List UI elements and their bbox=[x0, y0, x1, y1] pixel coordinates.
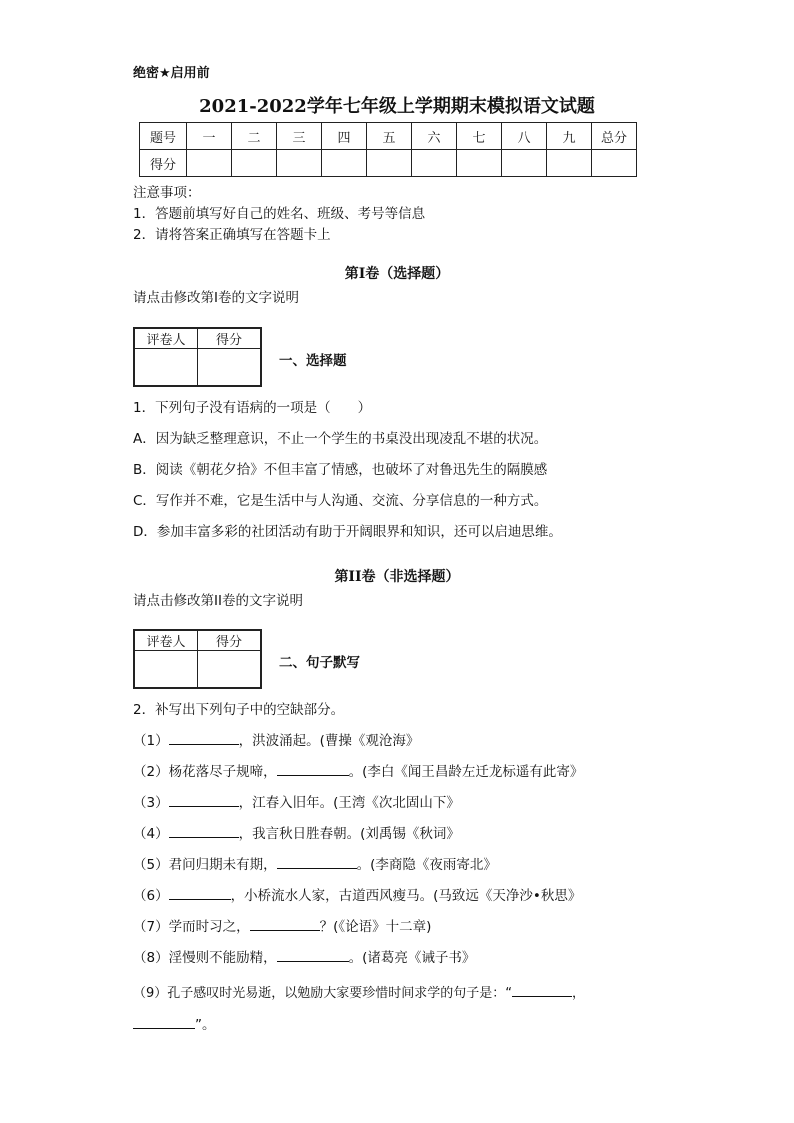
note-item: 2．请将答案正确填写在答题卡上 bbox=[133, 227, 331, 243]
score-cell bbox=[367, 150, 412, 177]
item-text-before: 淫慢则不能励精， bbox=[168, 950, 277, 966]
item-number: （8） bbox=[133, 950, 169, 966]
score-header-cell: 九 bbox=[547, 123, 592, 150]
item-text-after: ，洪波涌起。(曹操《观沧海》 bbox=[238, 733, 420, 749]
item-text-after: ，小桥流水人家，古道西风瘦马。(马致远《天净沙•秋思》 bbox=[230, 888, 582, 904]
grader-table bbox=[133, 629, 262, 689]
item-text-after: ，江春入旧年。(王湾《次北固山下》 bbox=[238, 795, 460, 811]
item-text-after: 。(李商隐《夜雨寄北》 bbox=[356, 857, 497, 873]
item-number: （5） bbox=[133, 857, 169, 873]
section1-title: 一、选择题 bbox=[279, 353, 347, 369]
answer-blank bbox=[169, 823, 239, 838]
q1-stem: 1．下列句子没有语病的一项是（ ） bbox=[133, 400, 372, 416]
item-text-after: ， bbox=[572, 986, 586, 1001]
q2-item bbox=[133, 791, 460, 811]
score-header-cell: 四 bbox=[322, 123, 367, 150]
item-text-before: 杨花落尽子规啼， bbox=[168, 764, 277, 780]
score-header-cell: 五 bbox=[367, 123, 412, 150]
item-number: （6） bbox=[133, 888, 169, 904]
score-row-label: 得分 bbox=[140, 150, 187, 177]
part2-instruction: 请点击修改第II卷的文字说明 bbox=[133, 593, 303, 609]
q1-option: B．阅读《朝花夕拾》不但丰富了情感，也破坏了对鲁迅先生的隔膜感 bbox=[133, 462, 548, 478]
q2-stem: 2．补写出下列句子中的空缺部分。 bbox=[133, 702, 345, 718]
item-text-after: ？(《论语》十二章) bbox=[319, 919, 432, 935]
answer-blank bbox=[169, 730, 239, 745]
item-text-before: 学而时习之， bbox=[168, 919, 250, 935]
part1-title: 第I卷（选择题） bbox=[344, 266, 450, 282]
score-header-cell: 一 bbox=[187, 123, 232, 150]
score-header-cell: 六 bbox=[412, 123, 457, 150]
score-cell bbox=[187, 150, 232, 177]
answer-blank bbox=[512, 982, 572, 997]
exam-title: 2021-2022学年七年级上学期期末模拟语文试题 bbox=[199, 96, 595, 117]
grader-reviewer-label: 评卷人 bbox=[134, 328, 198, 349]
score-cell bbox=[547, 150, 592, 177]
score-table-score-row bbox=[140, 150, 637, 177]
item-text-after: ，我言秋日胜春朝。(刘禹锡《秋词》 bbox=[238, 826, 460, 842]
grader-header-row bbox=[134, 630, 261, 651]
item-number: （1） bbox=[133, 733, 169, 749]
score-header-cell: 八 bbox=[502, 123, 547, 150]
item-number: （9） bbox=[133, 986, 168, 1001]
item-text-before: 孔子感叹时光易逝，以勉励大家要珍惜时间求学的句子是：“ bbox=[167, 986, 513, 1001]
q1-option: C．写作并不难，它是生活中与人沟通、交流、分享信息的一种方式。 bbox=[133, 493, 548, 509]
part1-instruction: 请点击修改第I卷的文字说明 bbox=[133, 290, 299, 306]
note-item: 1．答题前填写好自己的姓名、班级、考号等信息 bbox=[133, 206, 426, 222]
score-cell bbox=[412, 150, 457, 177]
q2-item bbox=[133, 729, 419, 749]
score-cell bbox=[502, 150, 547, 177]
item-number: （3） bbox=[133, 795, 169, 811]
part2-title: 第II卷（非选择题） bbox=[334, 569, 460, 585]
score-header-cell: 题号 bbox=[140, 123, 187, 150]
q2-item bbox=[133, 853, 497, 873]
item-text-after: 。(李白《闻王昌龄左迁龙标遥有此寄》 bbox=[348, 764, 584, 780]
answer-blank bbox=[133, 1014, 195, 1029]
item-number: （4） bbox=[133, 826, 169, 842]
grader-score-label: 得分 bbox=[198, 630, 262, 651]
answer-blank bbox=[250, 916, 320, 931]
q1-option: A．因为缺乏整理意识，不止一个学生的书桌没出现凌乱不堪的状况。 bbox=[133, 431, 548, 447]
score-header-cell: 总分 bbox=[592, 123, 637, 150]
answer-blank bbox=[277, 761, 349, 776]
q2-item bbox=[133, 760, 583, 780]
score-table-header-row bbox=[140, 123, 637, 150]
grader-body-row bbox=[134, 349, 261, 387]
item-text-before: 君问归期未有期， bbox=[168, 857, 277, 873]
answer-blank bbox=[277, 947, 349, 962]
section2-title: 二、句子默写 bbox=[279, 655, 360, 671]
grader-cell bbox=[198, 651, 262, 689]
answer-blank bbox=[169, 885, 231, 900]
q2-item bbox=[133, 884, 581, 904]
q2-item bbox=[133, 982, 585, 1001]
score-table bbox=[139, 122, 637, 177]
q2-item-continuation bbox=[133, 1013, 216, 1033]
score-cell bbox=[277, 150, 322, 177]
q1-option: D．参加丰富多彩的社团活动有助于开阔眼界和知识，还可以启迪思维。 bbox=[133, 524, 562, 540]
q2-item bbox=[133, 946, 475, 966]
grader-cell bbox=[134, 651, 198, 689]
answer-blank bbox=[169, 792, 239, 807]
q2-item bbox=[133, 915, 431, 935]
grader-reviewer-label: 评卷人 bbox=[134, 630, 198, 651]
item-tail: ”。 bbox=[195, 1017, 216, 1033]
grader-cell bbox=[134, 349, 198, 387]
grader-header-row bbox=[134, 328, 261, 349]
score-header-cell: 二 bbox=[232, 123, 277, 150]
item-number: （7） bbox=[133, 919, 169, 935]
secret-label: 绝密★启用前 bbox=[133, 66, 210, 81]
score-cell bbox=[322, 150, 367, 177]
grader-cell bbox=[198, 349, 262, 387]
score-header-cell: 三 bbox=[277, 123, 322, 150]
item-number: （2） bbox=[133, 764, 169, 780]
grader-body-row bbox=[134, 651, 261, 689]
score-cell bbox=[457, 150, 502, 177]
notes-heading: 注意事项： bbox=[133, 185, 201, 201]
score-cell bbox=[232, 150, 277, 177]
q2-item bbox=[133, 822, 460, 842]
grader-score-label: 得分 bbox=[198, 328, 262, 349]
item-text-after: 。(诸葛亮《诫子书》 bbox=[348, 950, 476, 966]
answer-blank bbox=[277, 854, 357, 869]
grader-table bbox=[133, 327, 262, 387]
score-cell bbox=[592, 150, 637, 177]
score-header-cell: 七 bbox=[457, 123, 502, 150]
